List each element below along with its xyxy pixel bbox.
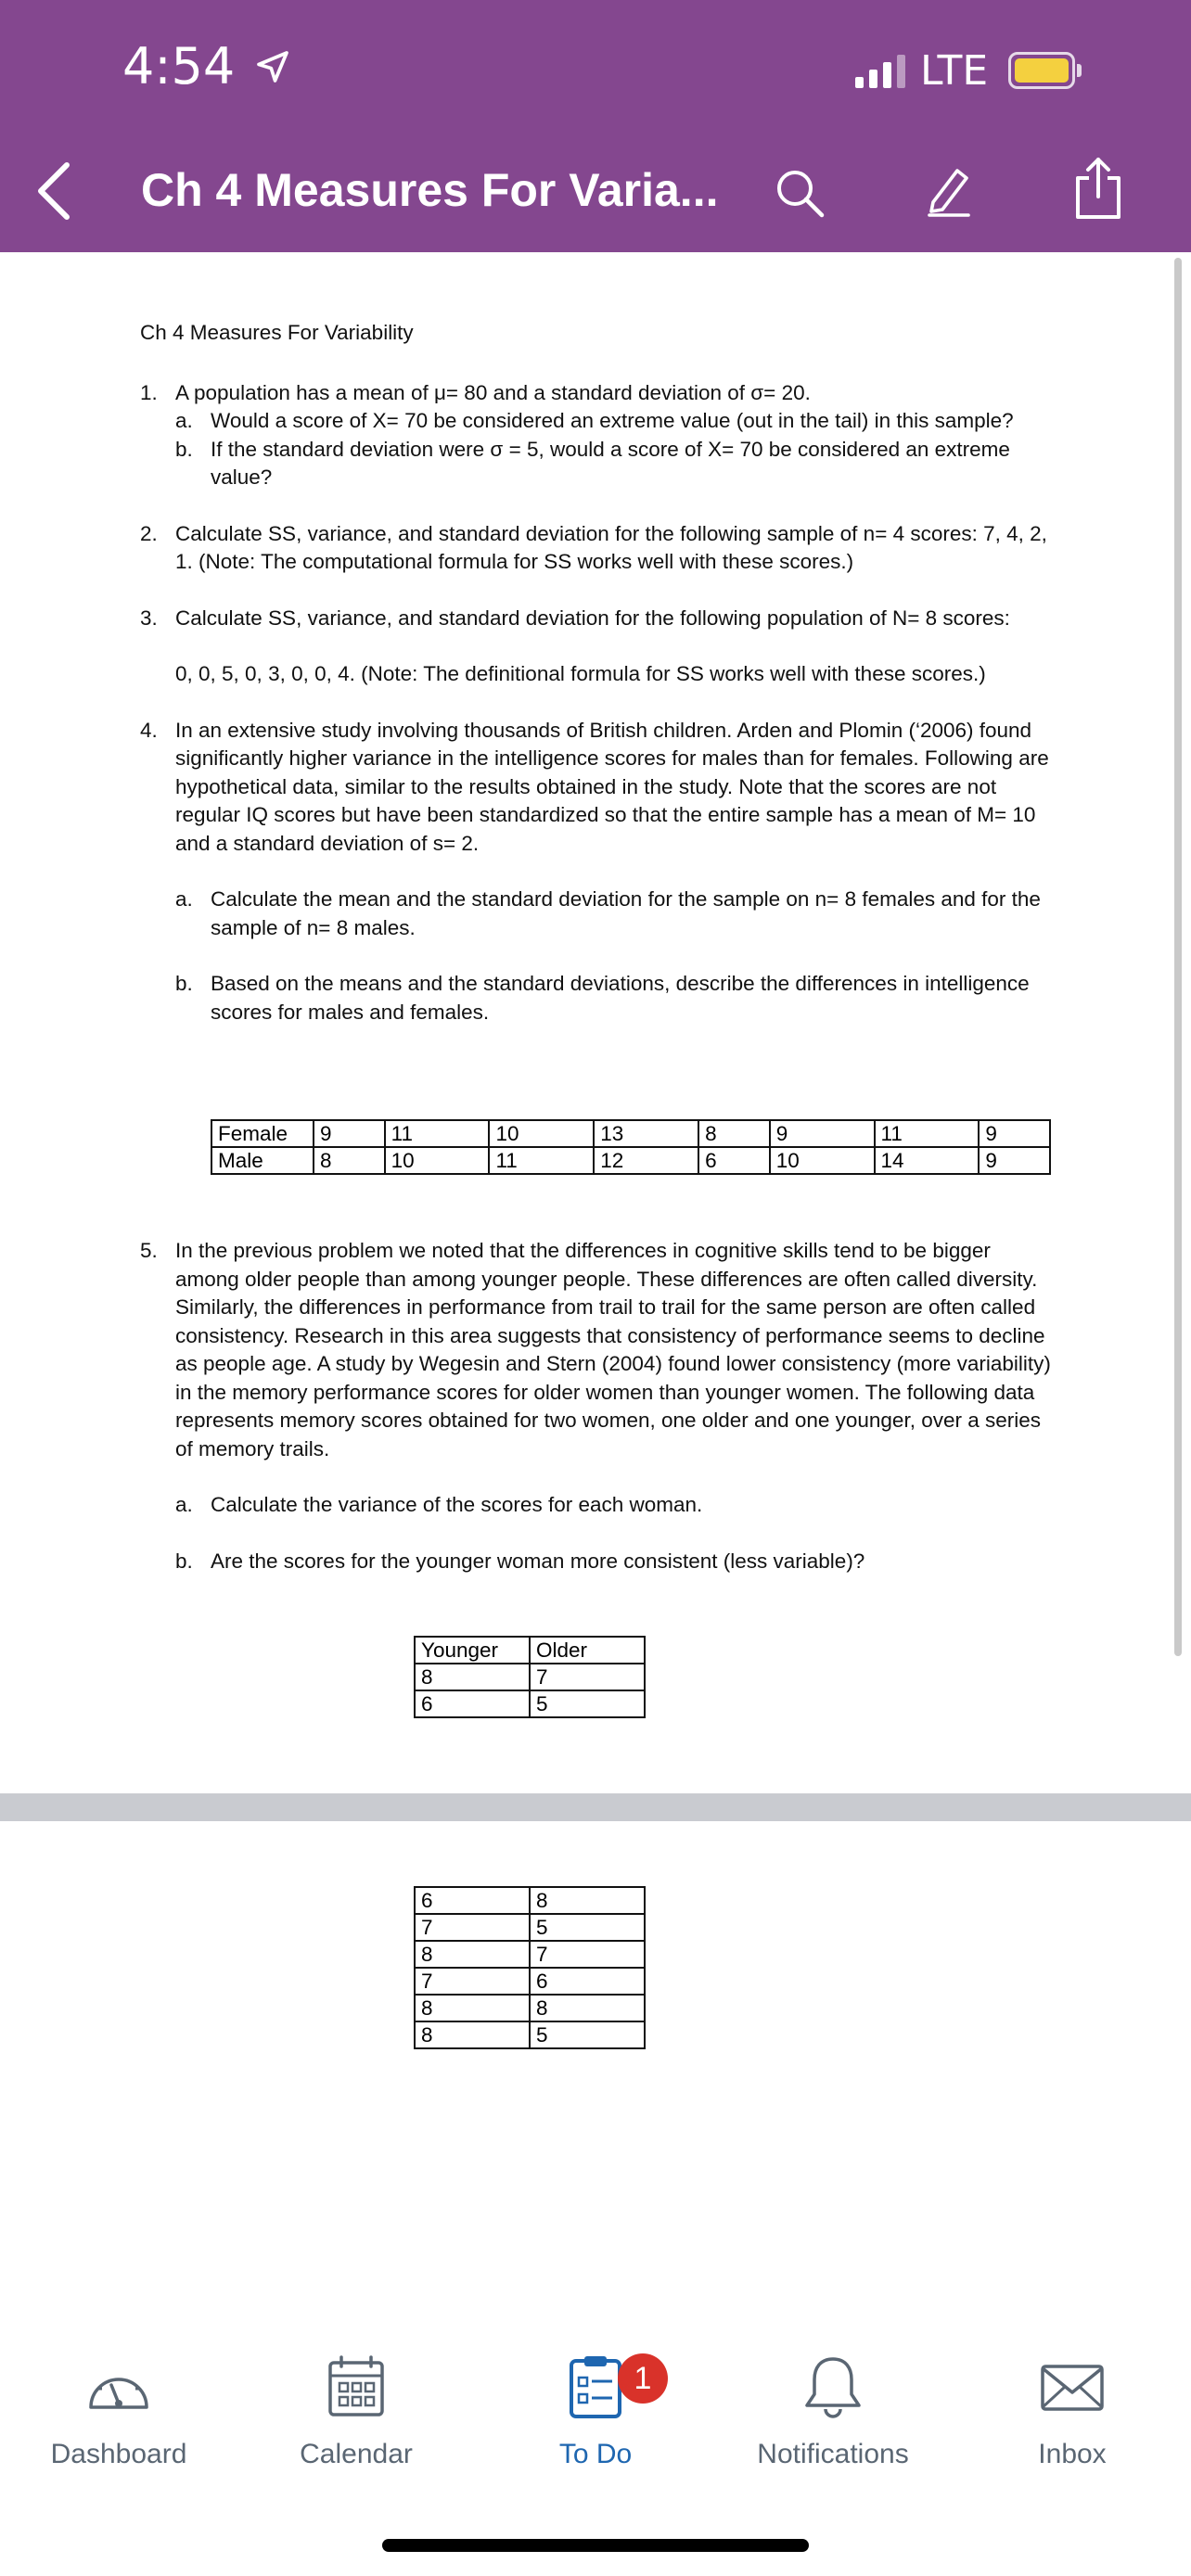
question-text: In an extensive study involving thousands of British children. Arden and Plomin (‘2006) found significantly higher variance in the intelligence scores for males than for females. Following are hypothetical data, similar to the results obtained in the study. Note that the scores are not regular IQ scores but have been standardized so that the entire sample has a mean of M= 10 and a standard deviation of s= 2. — [175, 718, 1049, 855]
question-5 — [140, 1237, 1058, 1575]
table-cell: 11 — [489, 1147, 594, 1174]
tab-dashboard[interactable] — [0, 2352, 237, 2470]
table-cell: 6 — [415, 1887, 530, 1914]
table-cell: Female — [211, 1120, 314, 1147]
signal-icon — [855, 53, 905, 88]
question-4 — [140, 717, 1058, 1027]
table-header-cell: Younger — [415, 1637, 530, 1664]
subquestion-text: Are the scores for the younger woman more consistent (less variable)? — [211, 1549, 865, 1573]
document-title: Ch 4 Measures For Varia... — [141, 164, 719, 216]
table-cell: 9 — [314, 1120, 385, 1147]
app-header — [0, 0, 1191, 252]
subquestion-text: If the standard deviation were σ = 5, would a score of X= 70 be considered an extreme value? — [211, 437, 1010, 489]
table-row — [415, 1995, 645, 2021]
table-cell: 5 — [530, 2021, 645, 2048]
question-text: Calculate SS, variance, and standard deviation for the following population of N= 8 scores: — [175, 606, 1010, 630]
table-header-cell: Older — [530, 1637, 645, 1664]
tab-notifications[interactable] — [714, 2352, 952, 2470]
search-icon[interactable] — [772, 165, 827, 221]
table-row — [415, 1914, 645, 1941]
table-cell: 7 — [415, 1914, 530, 1941]
annotate-pen-icon[interactable] — [920, 161, 976, 217]
sub-label: a. — [175, 887, 193, 911]
table-cell: 8 — [530, 1887, 645, 1914]
table-cell: 8 — [415, 1941, 530, 1968]
question-2 — [140, 520, 1058, 577]
table-cell: 9 — [770, 1120, 875, 1147]
table-row — [211, 1147, 1050, 1174]
female-male-scores-table — [211, 1119, 1051, 1175]
younger-older-table-continued — [414, 1886, 646, 2049]
table-row — [415, 1887, 645, 1914]
question-number: 4. — [140, 718, 158, 742]
scrollbar[interactable] — [1174, 258, 1182, 1656]
page-separator — [0, 1793, 1191, 1821]
tab-label: Dashboard — [50, 2439, 187, 2469]
location-arrow-icon — [254, 48, 291, 85]
table-row — [415, 1690, 645, 1717]
table-cell: 8 — [698, 1120, 770, 1147]
table-row — [415, 2021, 645, 2048]
back-button[interactable] — [33, 161, 74, 221]
home-indicator[interactable] — [382, 2539, 809, 2552]
table-cell: 7 — [530, 1664, 645, 1690]
question-number: 1. — [140, 380, 158, 404]
battery-icon — [1008, 52, 1075, 89]
table-cell: 13 — [594, 1120, 698, 1147]
tab-label: Notifications — [757, 2439, 909, 2469]
table-cell: 10 — [489, 1120, 594, 1147]
sub-label: a. — [175, 409, 193, 432]
calendar-icon — [321, 2352, 391, 2422]
table-cell: 11 — [385, 1120, 490, 1147]
table-cell: 14 — [875, 1147, 980, 1174]
todo-count-badge: 1 — [618, 2353, 668, 2404]
question-3 — [140, 605, 1058, 689]
table-row — [415, 1664, 645, 1690]
table-cell: Male — [211, 1147, 314, 1174]
tab-calendar[interactable] — [237, 2352, 475, 2470]
status-time — [122, 37, 291, 96]
table-cell: 9 — [979, 1147, 1050, 1174]
share-icon[interactable] — [1070, 154, 1126, 221]
table-cell: 5 — [530, 1914, 645, 1941]
table-row — [415, 1968, 645, 1995]
sub-label: b. — [175, 1549, 193, 1573]
question-text: In the previous problem we noted that the differences in cognitive skills tend to be bigger among older people than among younger people. These differences are often called diversity. Similarly, the differences in performance from trail to trail for the same person are often called consistency. Research in this area suggests that consistency of performance seems to decline as people age. A study by Wegesin and Stern (2004) found lower consistency (more variability) in the memory performance scores for older women than younger women. The following data represents memory scores obtained for two women, one older and one younger, over a series of memory trails. — [175, 1239, 1051, 1460]
table-cell: 9 — [979, 1120, 1050, 1147]
question-scores: 0, 0, 5, 0, 3, 0, 0, 4. (Note: The definitional formula for SS works well with these scores.) — [175, 662, 986, 685]
subquestion-text: Based on the means and the standard deviations, describe the differences in intelligence scores for males and females. — [211, 972, 1030, 1024]
mail-icon — [1037, 2352, 1108, 2422]
question-number: 5. — [140, 1239, 158, 1262]
sub-label: b. — [175, 972, 193, 995]
table-cell: 6 — [415, 1690, 530, 1717]
table-cell: 8 — [415, 2021, 530, 2048]
table-cell: 7 — [415, 1968, 530, 1995]
subquestion-text: Calculate the variance of the scores for each woman. — [211, 1493, 703, 1516]
younger-older-table — [414, 1636, 646, 1718]
network-label: LTE — [920, 46, 989, 95]
table-cell: 8 — [415, 1664, 530, 1690]
table-cell: 8 — [314, 1147, 385, 1174]
tab-inbox[interactable] — [954, 2352, 1191, 2470]
status-indicators — [855, 45, 1075, 96]
table-cell: 12 — [594, 1147, 698, 1174]
question-text: Calculate SS, variance, and standard deviation for the following sample of n= 4 scores: 7, 4, 2, 1. (Note: The computational formula for SS works well with these scores.) — [175, 521, 1047, 573]
document-content — [140, 319, 1058, 1027]
doc-heading: Ch 4 Measures For Variability — [140, 321, 414, 344]
sub-label: a. — [175, 1493, 193, 1516]
table-cell: 5 — [530, 1690, 645, 1717]
tab-label: Inbox — [1038, 2439, 1107, 2469]
question-number: 2. — [140, 521, 158, 545]
table-cell: 11 — [875, 1120, 980, 1147]
subquestion-text: Would a score of X= 70 be considered an extreme value (out in the tail) in this sample? — [211, 409, 1014, 432]
tab-label: To Do — [558, 2439, 633, 2469]
table-cell: 10 — [385, 1147, 490, 1174]
table-cell: 7 — [530, 1941, 645, 1968]
clock-text: 4:54 — [122, 37, 236, 96]
table-row — [211, 1120, 1050, 1147]
question-number: 3. — [140, 606, 158, 630]
table-row — [415, 1941, 645, 1968]
question-1 — [140, 379, 1058, 492]
sub-label: b. — [175, 437, 193, 461]
tab-todo[interactable] — [477, 2352, 714, 2470]
table-cell: 6 — [530, 1968, 645, 1995]
table-cell: 10 — [770, 1147, 875, 1174]
tab-label: Calendar — [300, 2439, 413, 2469]
table-cell: 8 — [530, 1995, 645, 2021]
question-text: A population has a mean of μ= 80 and a standard deviation of σ= 20. — [175, 380, 811, 404]
subquestion-text: Calculate the mean and the standard deviation for the sample on n= 8 females and for the sample of n= 8 males. — [211, 887, 1041, 939]
bell-icon — [798, 2352, 868, 2422]
dashboard-icon — [83, 2352, 154, 2422]
table-cell: 8 — [415, 1995, 530, 2021]
table-header-row — [415, 1637, 645, 1664]
table-cell: 6 — [698, 1147, 770, 1174]
